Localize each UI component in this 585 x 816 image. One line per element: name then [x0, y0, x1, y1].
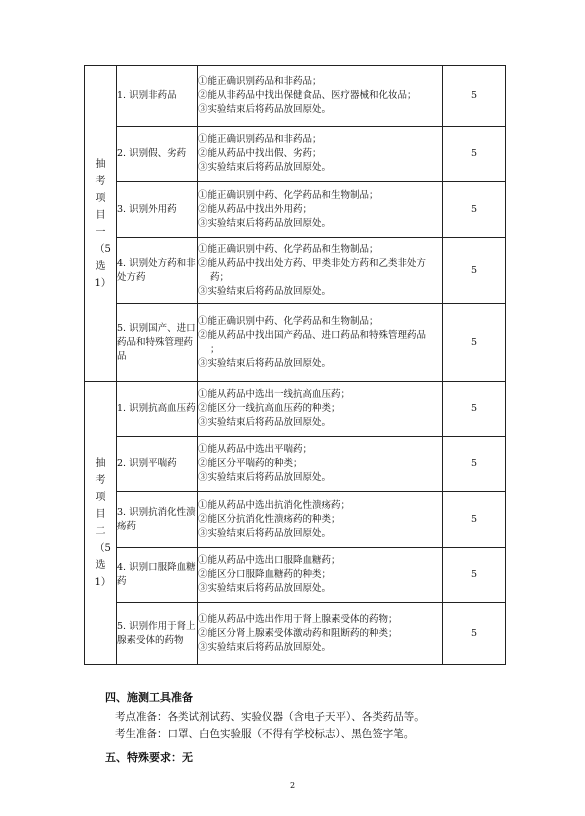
item-name: 5. 识别国产、进口药品和特殊管理药品 [117, 304, 198, 382]
item-requirements [198, 548, 443, 603]
requirement-line: ③实验结束后将药品放回原处。 [198, 527, 332, 539]
requirement-line: ①能正确识别中药、化学药品和生物制品； [198, 243, 379, 255]
table-row [85, 437, 506, 492]
requirement-line: ①能从药品中选出口服降血糖药； [198, 555, 341, 566]
table-row [85, 603, 506, 665]
item-name: 1. 识别抗高血压药 [117, 382, 198, 437]
requirement-line: ①能从药品中选出一线抗高血压药； [198, 389, 351, 400]
item-requirements [198, 603, 443, 665]
requirement-line: ②能区分抗消化性溃疡药的种类； [198, 513, 341, 525]
table-row [85, 66, 506, 127]
requirement-line: ①能正确识别中药、化学药品和生物制品； [198, 315, 379, 327]
item-name: 3. 识别外用药 [117, 182, 198, 238]
item-name: 5. 识别作用于肾上腺素受体的药物 [117, 603, 198, 665]
item-score: 5 [443, 304, 506, 382]
requirement-line: ③实验结束后将药品放回原处。 [198, 217, 332, 229]
requirement-line: ③实验结束后将药品放回原处。 [198, 583, 332, 594]
requirement-line: ①能从药品中选出平喘药； [198, 444, 313, 455]
item-score: 5 [443, 382, 506, 437]
table-row [85, 127, 506, 182]
page-number: 2 [289, 781, 296, 790]
table-row [85, 548, 506, 603]
group-label-cell [85, 382, 117, 665]
item-score: 5 [443, 492, 506, 548]
item-score: 5 [443, 127, 506, 182]
table-row [85, 238, 506, 304]
section4-line-venue: 考点准备：各类试剂试药、实验仪器（含电子天平）、各类药品等。 [115, 711, 425, 723]
requirement-line: ②能区分一线抗高血压药的种类； [198, 403, 341, 414]
item-score: 5 [443, 603, 506, 665]
exam-items-table [84, 65, 506, 665]
item-name: 1. 识别非药品 [117, 66, 198, 127]
requirement-line: ③实验结束后将药品放回原处。 [198, 162, 332, 173]
item-name: 3. 识别抗消化性溃疡药 [117, 492, 198, 548]
item-name: 2. 识别平喘药 [117, 437, 198, 492]
requirement-line: ③实验结束后将药品放回原处。 [198, 641, 332, 653]
requirement-line: ②能区分肾上腺素受体激动药和阻断药的种类； [198, 627, 398, 639]
requirement-line: ③实验结束后将药品放回原处。 [198, 104, 332, 115]
section4-line-candidate: 考生准备：口罩、白色实验服（不得有学校标志）、黑色签字笔。 [115, 728, 415, 740]
item-name: 4. 识别口服降血糖药 [117, 548, 198, 603]
requirement-line: ①能正确识别中药、化学药品和生物制品； [198, 189, 379, 201]
item-score: 5 [443, 238, 506, 304]
requirement-line: ①能正确识别药品和非药品； [198, 76, 322, 87]
requirement-line: ③实验结束后将药品放回原处。 [198, 285, 332, 297]
group-label-cell [85, 66, 117, 382]
requirement-line-continuation: ； [210, 343, 220, 355]
requirement-line: ①能从药品中选出作用于肾上腺素受体的药物； [198, 613, 398, 625]
requirement-line: ②能从非药品中找出保健食品、医疗器械和化妆品； [198, 90, 417, 101]
item-requirements [198, 127, 443, 182]
item-score: 5 [443, 437, 506, 492]
requirement-line: ②能从药品中找出处方药、甲类非处方药和乙类非处方 [198, 257, 427, 269]
item-score: 5 [443, 182, 506, 238]
requirement-line: ③实验结束后将药品放回原处。 [198, 417, 332, 428]
item-requirements [198, 66, 443, 127]
table-row [85, 304, 506, 382]
requirement-line: ②能从药品中找出假、劣药； [198, 148, 322, 159]
item-requirements [198, 238, 443, 304]
item-requirements [198, 182, 443, 238]
table-row [85, 492, 506, 548]
requirement-line: ②能区分平喘药的种类； [198, 458, 303, 469]
requirement-line: ③实验结束后将药品放回原处。 [198, 472, 332, 483]
item-name: 2. 识别假、劣药 [117, 127, 198, 182]
item-requirements [198, 492, 443, 548]
requirement-line: ①能正确识别药品和非药品； [198, 134, 322, 145]
item-score: 5 [443, 66, 506, 127]
requirement-line: ③实验结束后将药品放回原处。 [198, 357, 332, 369]
item-requirements [198, 304, 443, 382]
table-row [85, 182, 506, 238]
section4-title: 四、施测工具准备 [105, 691, 193, 704]
group-label: 抽考项目二（5选1） [94, 458, 111, 588]
section5-title: 五、特殊要求：无 [105, 751, 193, 764]
item-requirements [198, 382, 443, 437]
requirement-line: ②能从药品中找出国产药品、进口药品和特殊管理药品 [198, 329, 427, 341]
item-score: 5 [443, 548, 506, 603]
item-requirements [198, 437, 443, 492]
table-row [85, 382, 506, 437]
requirement-line: ②能从药品中找出外用药； [198, 203, 313, 215]
requirement-line: ②能区分口服降血糖药的种类； [198, 569, 332, 580]
group-label: 抽考项目一（5选1） [94, 158, 111, 289]
requirement-line-continuation: 药； [210, 271, 230, 283]
item-name: 4. 识别处方药和非处方药 [117, 238, 198, 304]
requirement-line: ①能从药品中选出抗消化性溃疡药； [198, 499, 351, 511]
